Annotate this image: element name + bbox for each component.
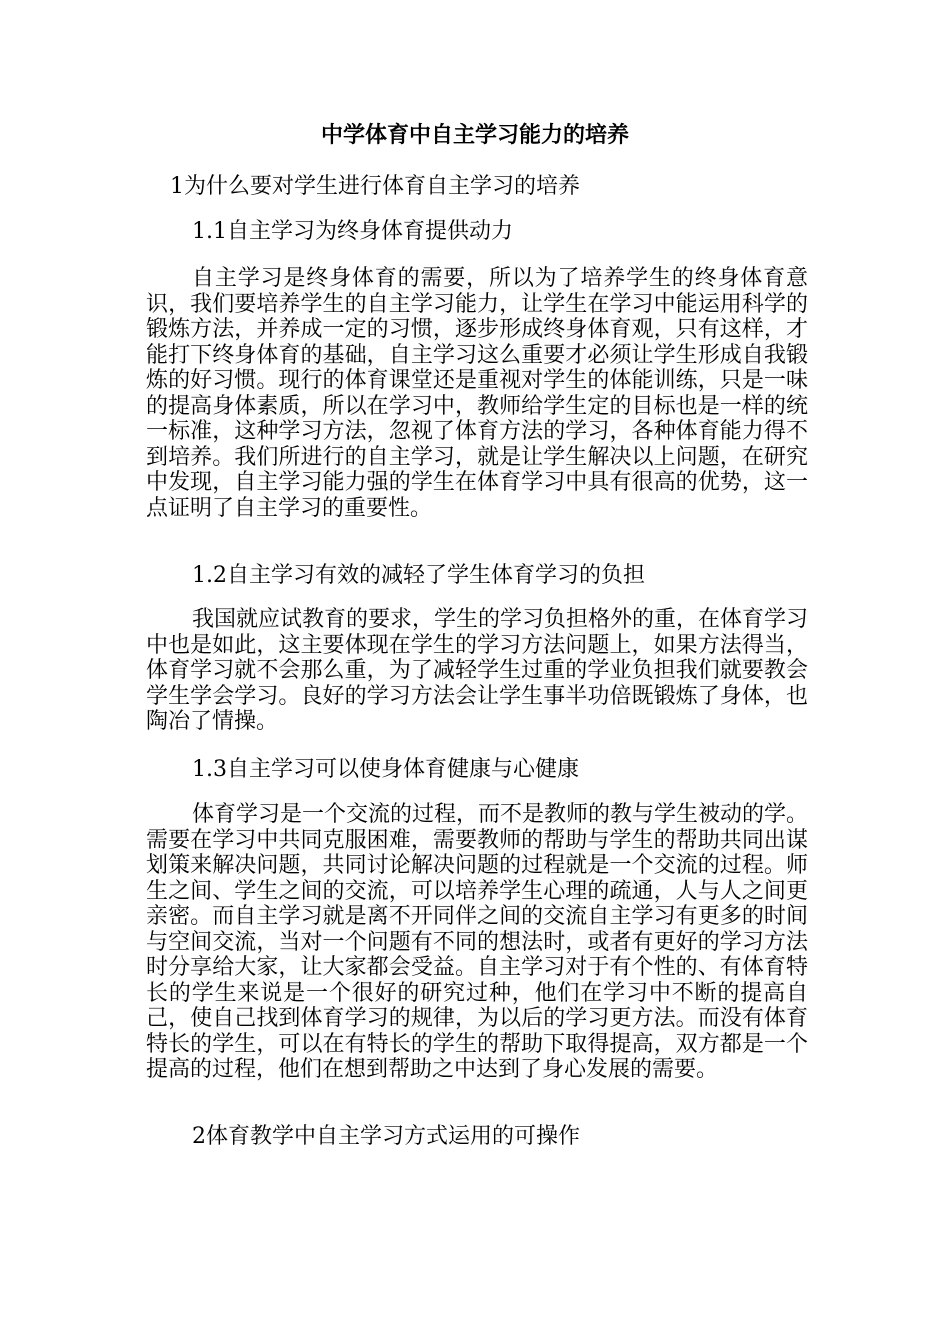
section-1-3-paragraph: 体育学习是一个交流的过程，而不是教师的教与学生被动的学。需要在学习中共同克服困难，需要教师的帮助与学生的帮助共同出谋划策来解决问题，共同讨论解决问题的过程就是一个交流的过程。师生之间、学生之间的交流，可以培养学生心理的疏通，人与人之间更亲密。而自主学习就是离不开同伴之间的交流自主学习有更多的时间与空间交流，当对一个问题有不同的想法时，或者有更好的学习方法时分享给大家，让大家都会受益。自主学习对于有个性的、有体育特长的学生来说是一个很好的研究过种，他们在学习中不断的提高自己，使自己找到体育学习的规律，为以后的学习更方法。而没有体育特长的学生，可以在有特长的学生的帮助下取得提高，双方都是一个提高的过程，他们在想到帮助之中达到了身心发展的需要。 [146,802,809,1082]
section-2-heading: 2体育教学中自主学习方式运用的可操作 [192,1124,580,1149]
section-1-2-heading: 1.2自主学习有效的减轻了学生体育学习的负担 [192,563,645,588]
section-1-1-heading: 1.1自主学习为终身体育提供动力 [192,219,513,244]
section-1-heading: 1为什么要对学生进行体育自主学习的培养 [170,174,580,199]
section-1-2-paragraph: 我国就应试教育的要求，学生的学习负担格外的重，在体育学习中也是如此，这主要体现在学生的学习方法问题上，如果方法得当，体育学习就不会那么重，为了减轻学生过重的学业负担我们就要教会学生学会学习。良好的学习方法会让学生事半功倍既锻炼了身体，也陶冶了情操。 [146,607,809,734]
section-1-1-paragraph: 自主学习是终身体育的需要，所以为了培养学生的终身体育意识，我们要培养学生的自主学习能力，让学生在学习中能运用科学的锻炼方法，并养成一定的习惯，逐步形成终身体育观，只有这样，才能打下终身体育的基础，自主学习这么重要才必须让学生形成自我锻炼的好习惯。现行的体育课堂还是重视对学生的体能训练，只是一味的提高身体素质，所以在学习中，教师给学生定的目标也是一样的统一标准，这种学习方法，忽视了体育方法的学习，各种体育能力得不到培养。我们所进行的自主学习，就是让学生解决以上问题，在研究中发现，自主学习能力强的学生在体育学习中具有很高的优势，这一点证明了自主学习的重要性。 [146,266,808,521]
section-1-3-heading: 1.3自主学习可以使身体育健康与心健康 [192,757,579,782]
document-title: 中学体育中自主学习能力的培养 [320,122,629,148]
